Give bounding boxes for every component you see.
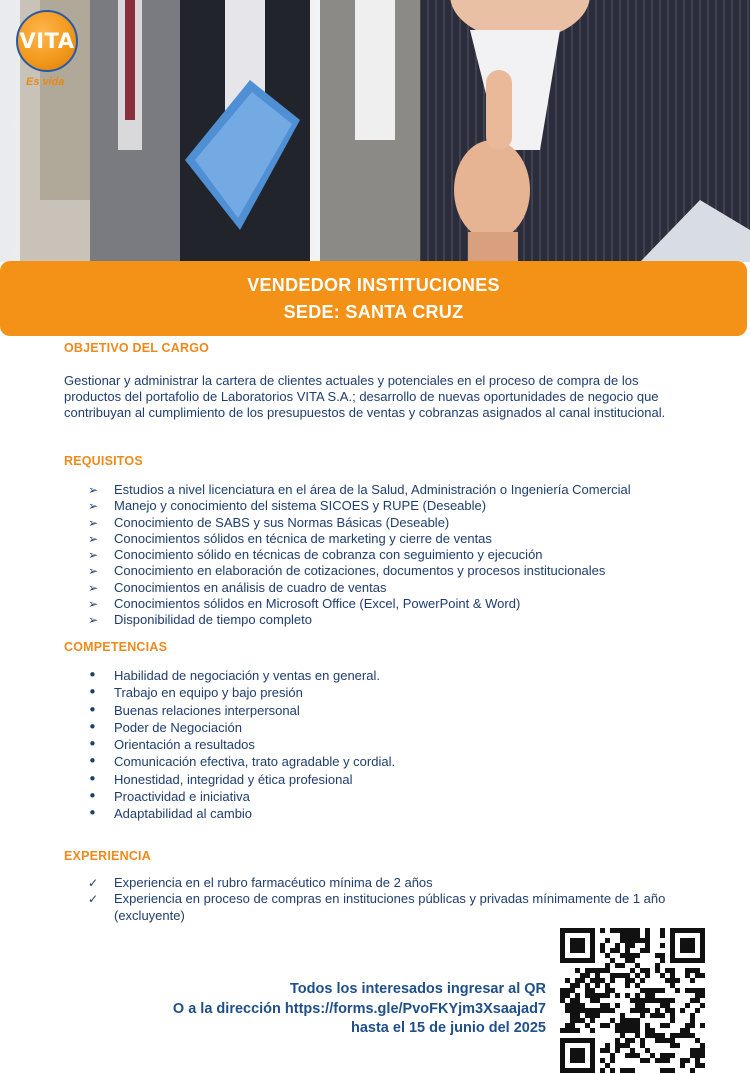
bullet-icon: • bbox=[88, 735, 97, 754]
footer-line-url[interactable]: O a la dirección https://forms.gle/PvoFKYjm3Xsaajad7 bbox=[172, 1000, 546, 1017]
list-item: • Poder de Negociación bbox=[88, 717, 242, 736]
list-item: ➢ Conocimientos en análisis de cuadro de ventas bbox=[88, 579, 387, 595]
objetivo-text: Gestionar y administrar la cartera de clientes actuales y potenciales en el proceso de compra de los productos del portafolio de Laboratorios VITA S.A.; desarrollo de nuevas oportunidades de negocio que contribuyan al cumplimiento de los presupuestos de ventas y cobranzas asignados al canal institucional. bbox=[64, 373, 666, 421]
list-item: ✓ Experiencia en proceso de compras en instituciones públicas y privadas mínimamente de 1 año (excluyente) bbox=[88, 891, 666, 923]
section-title-experiencia: EXPERIENCIA bbox=[64, 849, 151, 863]
arrow-bullet-icon: ➢ bbox=[88, 531, 99, 546]
competencias-list bbox=[88, 667, 688, 823]
list-item: ➢ Manejo y conocimiento del sistema SICOES y RUPE (Deseable) bbox=[88, 498, 487, 514]
qr-code-icon[interactable] bbox=[560, 928, 705, 1073]
logo-badge bbox=[16, 10, 78, 72]
job-title: VENDEDOR INSTITUCIONES bbox=[247, 274, 500, 295]
list-item: ➢ Estudios a nivel licenciatura en el área de la Salud, Administración o Ingeniería Comercial bbox=[88, 482, 631, 497]
arrow-bullet-icon: ➢ bbox=[88, 515, 99, 530]
list-item: ➢ Conocimiento sólido en técnicas de cobranza con seguimiento y ejecución bbox=[88, 547, 543, 563]
bullet-icon: • bbox=[88, 804, 97, 823]
list-item: • Honestidad, integridad y ética profesional bbox=[88, 769, 353, 788]
check-icon: ✓ bbox=[88, 892, 99, 907]
requisitos-list bbox=[88, 482, 688, 629]
arrow-bullet-icon: ➢ bbox=[88, 499, 99, 514]
bullet-icon: • bbox=[88, 769, 97, 788]
list-item: ➢ Disponibilidad de tiempo completo bbox=[88, 612, 313, 628]
bullet-icon: • bbox=[88, 666, 97, 684]
business-people-illustration bbox=[0, 0, 750, 262]
bullet-icon: • bbox=[88, 683, 97, 702]
experiencia-list bbox=[88, 875, 674, 924]
arrow-bullet-icon: ➢ bbox=[88, 580, 99, 595]
list-item: • Adaptabilidad al cambio bbox=[88, 804, 253, 823]
arrow-bullet-icon: ➢ bbox=[88, 597, 99, 612]
bullet-icon: • bbox=[88, 752, 97, 771]
bullet-icon: • bbox=[88, 717, 97, 736]
list-item: • Orientación a resultados bbox=[88, 735, 255, 754]
list-item: • Trabajo en equipo y bajo presión bbox=[88, 683, 303, 702]
hero-photo bbox=[0, 0, 750, 262]
vita-logo bbox=[14, 10, 84, 90]
job-location: SEDE: SANTA CRUZ bbox=[283, 301, 464, 322]
list-item: • Buenas relaciones interpersonal bbox=[88, 700, 300, 719]
list-item: • Comunicación efectiva, trato agradable y cordial. bbox=[88, 752, 396, 771]
bullet-icon: • bbox=[88, 787, 97, 806]
list-item: • Habilidad de negociación y ventas en general. bbox=[88, 666, 380, 684]
list-item: ➢ Conocimiento en elaboración de cotizaciones, documentos y procesos institucionales bbox=[88, 563, 606, 579]
footer-line-deadline: hasta el 15 de junio del 2025 bbox=[350, 1020, 546, 1036]
list-item: ✓ Experiencia en el rubro farmacéutico mínima de 2 años bbox=[88, 875, 433, 890]
list-item: • Proactividad e iniciativa bbox=[88, 787, 250, 806]
arrow-bullet-icon: ➢ bbox=[88, 548, 99, 563]
logo-tagline: Es vida bbox=[26, 76, 65, 88]
list-item: ➢ Conocimientos sólidos en técnica de marketing y cierre de ventas bbox=[88, 530, 492, 546]
application-instructions bbox=[173, 980, 546, 1039]
list-item: ➢ Conocimientos sólidos en Microsoft Office (Excel, PowerPoint & Word) bbox=[88, 596, 521, 612]
bullet-icon: • bbox=[88, 700, 97, 719]
arrow-bullet-icon: ➢ bbox=[88, 564, 99, 579]
check-icon: ✓ bbox=[88, 876, 99, 890]
section-title-competencias: COMPETENCIAS bbox=[64, 640, 168, 654]
footer-line-qr: Todos los interesados ingresar al QR bbox=[290, 981, 546, 997]
job-title-banner bbox=[0, 261, 747, 336]
list-item: ➢ Conocimiento de SABS y sus Normas Básicas (Deseable) bbox=[88, 514, 450, 530]
section-title-requisitos: REQUISITOS bbox=[64, 454, 143, 468]
arrow-bullet-icon: ➢ bbox=[88, 483, 99, 497]
arrow-bullet-icon: ➢ bbox=[88, 613, 99, 628]
logo-name: VITA bbox=[19, 29, 75, 53]
section-title-objetivo: OBJETIVO DEL CARGO bbox=[64, 341, 210, 355]
